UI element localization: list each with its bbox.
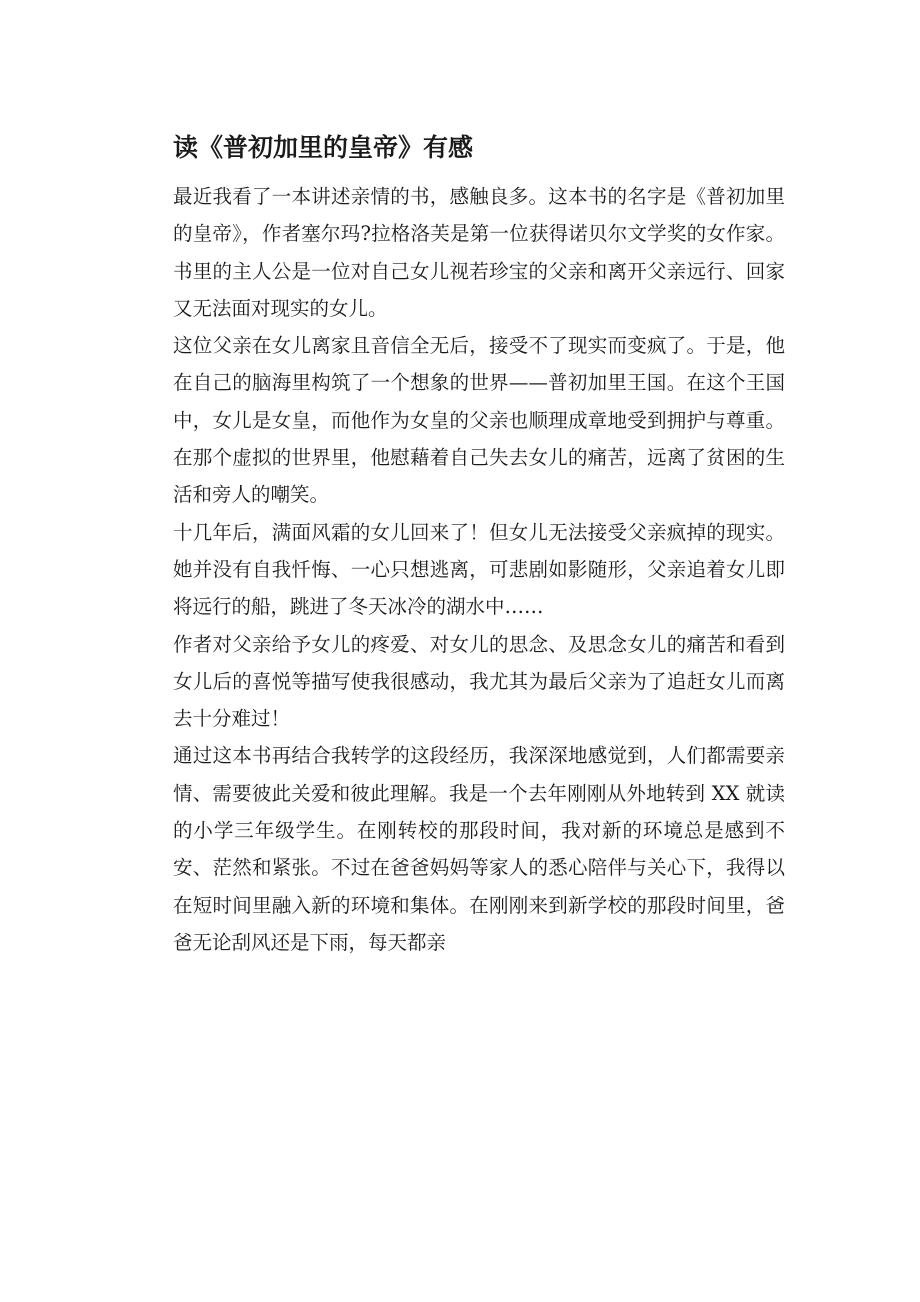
paragraph-1: 最近我看了一本讲述亲情的书，感触良多。这本书的名字是《普初加里的皇帝》，作者塞尔玛?拉格洛芙是第一位获得诺贝尔文学奖的女作家。书里的主人公是一位对自己女儿视若珍宝的父亲和离开父亲远行、回家又无法面对现实的女儿。 (173, 185, 785, 320)
paragraph-3: 十几年后，满面风霜的女儿回来了！但女儿无法接受父亲疯掉的现实。她并没有自我忏悔、一心只想逃离，可悲剧如影随形，父亲追着女儿即将远行的船，跳进了冬天冰冷的湖水中…… (173, 520, 785, 619)
document-title: 读《普初加里的皇帝》有感 (173, 133, 474, 162)
paragraph-5: 通过这本书再结合我转学的这段经历，我深深地感觉到，人们都需要亲情、需要彼此关爱和彼此理解。我是一个去年刚刚从外地转到 XX 就读的小学三年级学生。在刚转校的那段时间，我对新的环境总是感到不安、茫然和紧张。不过在爸爸妈妈等家人的悉心陪伴与关心下，我得以在短时间里融入新的环境和集体。在刚刚来到新学校的那段时间里，爸爸无论刮风还是下雨，每天都亲 (173, 744, 785, 954)
paragraph-4: 作者对父亲给予女儿的疼爱、对女儿的思念、及思念女儿的痛苦和看到女儿后的喜悦等描写使我很感动，我尤其为最后父亲为了追赶女儿而离去十分难过！ (173, 632, 785, 731)
document-body (173, 128, 785, 961)
paragraph-2: 这位父亲在女儿离家且音信全无后，接受不了现实而变疯了。于是，他在自己的脑海里构筑了一个想象的世界——普初加里王国。在这个王国中，女儿是女皇，而他作为女皇的父亲也顺理成章地受到拥护与尊重。在那个虚拟的世界里，他慰藉着自己失去女儿的痛苦，远离了贫困的生活和旁人的嘲笑。 (173, 334, 785, 507)
